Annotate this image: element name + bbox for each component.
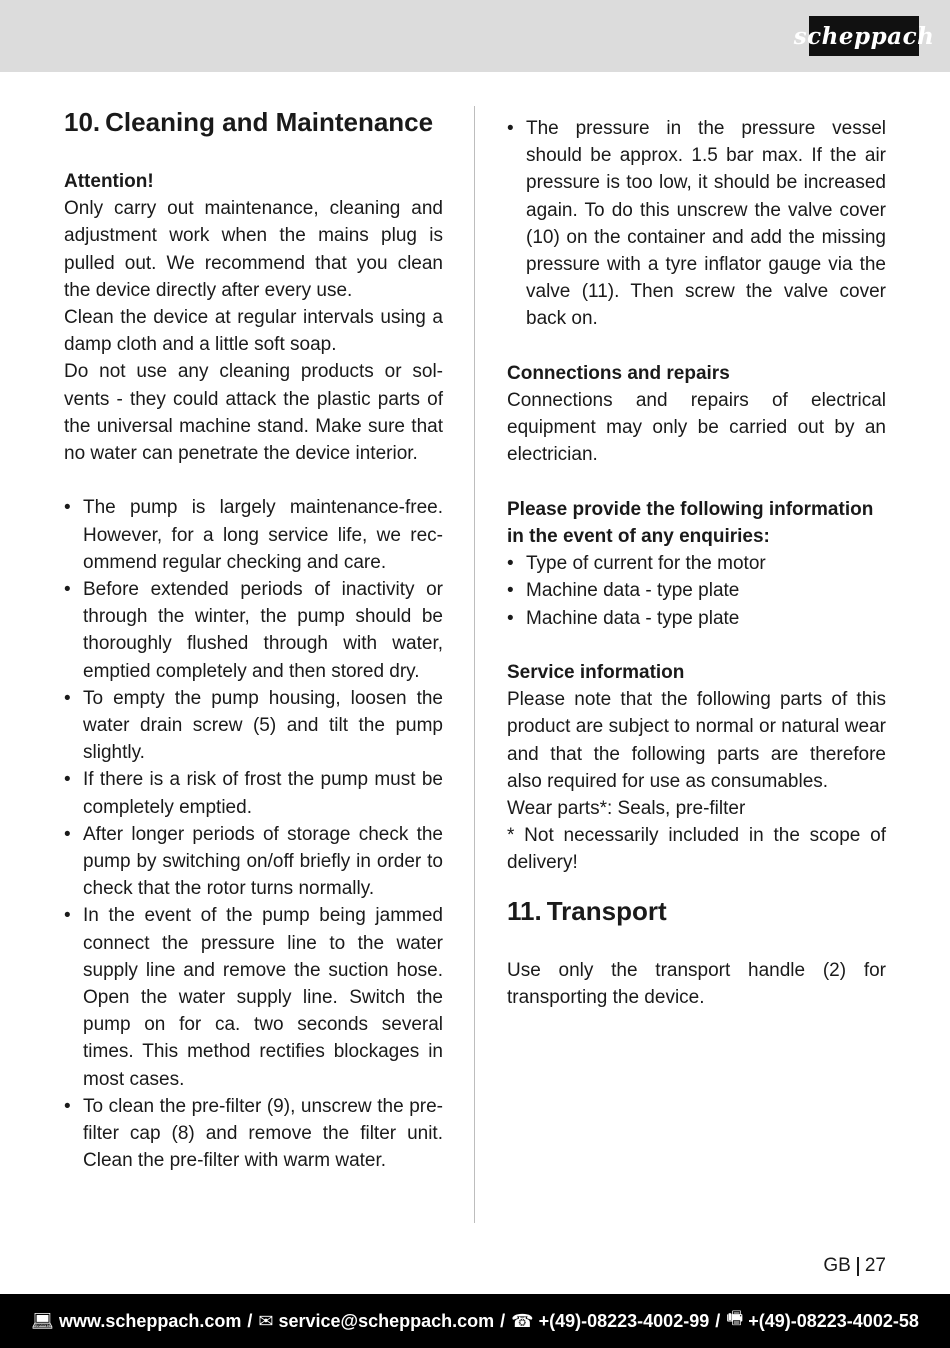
list-item: • The pump is largely maintenance-free. However, for a long service life, we recommend regular checking and care.	[64, 497, 443, 573]
header-bar	[0, 0, 950, 72]
service-text: Please note that the following parts of this product are subject to normal or natural wear and that the following parts are therefore also required for use as consumables.	[507, 689, 886, 792]
transport-text: Use only the transport handle (2) for transporting the device.	[507, 959, 886, 1008]
list-item: • Type of current for the motor	[507, 553, 766, 575]
list-item: • Before extended periods of inactivity or through the winter, the pump should be thoroughly flushed through with water, emptied completely and then stored dry.	[64, 579, 443, 682]
page-number	[823, 1255, 886, 1277]
list-item: • If there is a risk of frost the pump must be completely emptied.	[64, 769, 443, 818]
fax-icon: 🖷︎	[726, 1308, 744, 1328]
paragraph: Do not use any cleaning products or solvents - they could attack the plastic parts of the universal machine stand. Make sure that no water can penetrate the device interior.	[64, 361, 443, 465]
maintenance-list	[64, 494, 443, 1174]
footer-website-link[interactable]: www.scheppach.com	[58, 1310, 242, 1331]
column-divider	[474, 106, 475, 1223]
mail-icon: ✉	[258, 1310, 274, 1331]
right-column	[507, 115, 886, 1011]
section-number: 11.	[507, 895, 542, 926]
paragraph: Only carry out maintenance, cleaning and adjustment work when the mains plug is pulled out. We recommend that you clean the device directly after every use.	[64, 198, 443, 301]
enquiries-heading: Please provide the following information in the event of any enquiries:	[507, 498, 874, 548]
list-item: • Machine data - type plate	[507, 580, 740, 602]
footnote: * Not necessarily included in the scope of delivery!	[507, 825, 886, 874]
paragraph: Clean the device at regular intervals using a damp cloth and a little soft soap.	[64, 307, 443, 356]
page-lang: GB	[823, 1255, 851, 1276]
list-item: • To empty the pump housing, loosen the water drain screw (5) and tilt the pump slightly.	[64, 687, 443, 764]
attention-heading: Attention!	[64, 171, 154, 192]
footer-fax: +(49)-08223-4002-58	[748, 1310, 919, 1331]
footer-phone: +(49)-08223-4002-99	[538, 1310, 710, 1331]
list-item: • To clean the pre-filter (9), unscrew the pre-filter cap (8) and remove the filter unit. Clean the pre-filter with warm water.	[64, 1095, 443, 1172]
section-title-transport	[507, 895, 886, 927]
list-item: • Machine data - type plate	[507, 607, 740, 629]
connections-text: Connections and repairs of electrical equipment may only be carried out by an electrician.	[507, 390, 886, 466]
section-title-cleaning	[64, 106, 443, 138]
list-item: • In the event of the pump being jammed connect the pressure line to the water supply line and remove the suction hose. Open the water supply line. Switch the pump on for ca. two seconds several times. This method rectifies blockages in most cases.	[64, 905, 443, 1090]
enquiries-list	[507, 550, 886, 632]
footer-bar: 💻︎ www.scheppach.com / ✉ service@scheppach.com / ☎ +(49)-08223-4002-99 / 🖷︎ +(49)-08223-4002-58	[0, 1294, 950, 1348]
scheppach-logo: scheppach	[809, 16, 919, 56]
phone-icon: ☎	[511, 1310, 534, 1331]
list-item: • The pressure in the pressure vessel should be approx. 1.5 bar max. If the air pressure is too low, it should be increased again. To do this unscrew the valve cover (10) on the container and add the missing pressure with a tyre inflator gauge via the valve (11). Then screw the valve cover back on.	[507, 118, 886, 330]
pressure-list	[507, 115, 886, 333]
connections-heading: Connections and repairs	[507, 362, 730, 384]
section-number: 10.	[64, 107, 101, 137]
section-title-text: Transport	[546, 895, 667, 926]
wear-parts: Wear parts*: Seals, pre-filter	[507, 798, 746, 820]
computer-icon: 💻︎	[31, 1310, 54, 1331]
list-item: • After longer periods of storage check the pump by switching on/off briefly in order to check that the rotor turns normally.	[64, 823, 443, 900]
service-heading: Service information	[507, 662, 685, 684]
section-title-text: Cleaning and Maintenance	[105, 107, 434, 137]
page-separator	[857, 1257, 859, 1276]
page-num: 27	[864, 1255, 886, 1276]
footer-email-link[interactable]: service@scheppach.com	[278, 1310, 495, 1331]
left-column	[64, 106, 443, 1175]
